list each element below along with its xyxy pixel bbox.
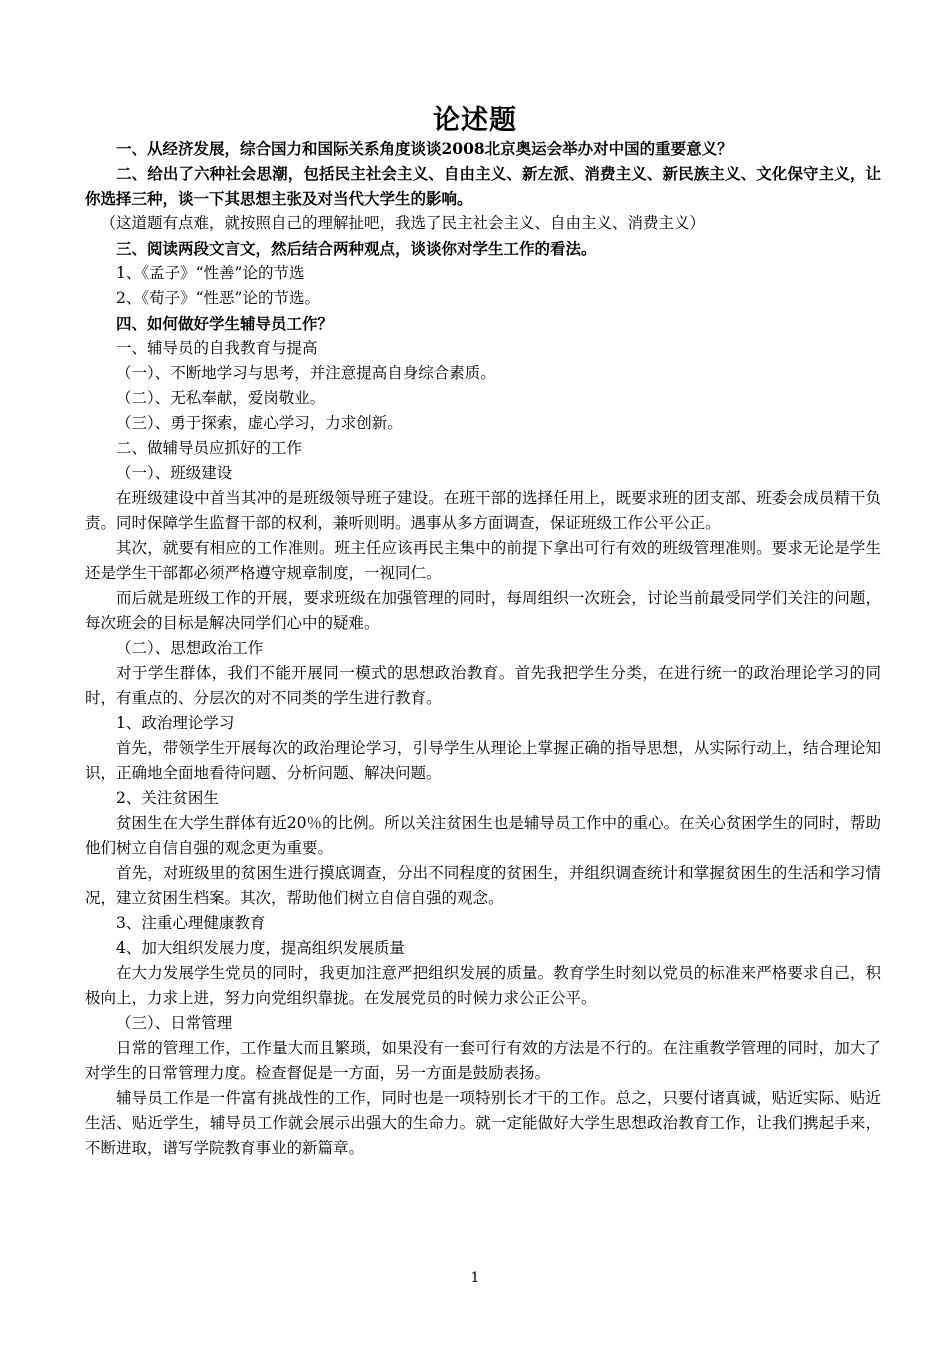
numbered-heading: 1、政治理论学习 — [116, 714, 235, 732]
question-3: 三、阅读两段文言文，然后结合两种观点，谈谈你对学生工作的看法。 — [116, 239, 597, 258]
question-1: 一、从经济发展，综合国力和国际关系角度谈谈2008北京奥运会举办对中国的重要意义？ — [116, 139, 733, 158]
document-body — [85, 136, 881, 1161]
subsection-heading: （二）、思想政治工作 — [116, 639, 264, 657]
section-heading: 一、辅导员的自我教育与提高 — [116, 339, 318, 357]
question-2-note: （这道题有点难，就按照自己的理解扯吧，我选了民主社会主义、自由主义、消费主义） — [100, 214, 706, 232]
body-paragraph: 首先，对班级里的贫困生进行摸底调查，分出不同程度的贫困生，并组织调查统计和掌握贫困生的生活和学习情况，建立贫困生档案。其次，帮助他们树立自信自强的观念。 — [85, 864, 881, 907]
subsection-heading: （三）、日常管理 — [116, 1014, 233, 1032]
body-paragraph: 日常的管理工作，工作量大而且繁琐，如果没有一套可行有效的方法是不行的。在注重教学管理的同时，加大了对学生的日常管理力度。检查督促是一方面，另一方面是鼓励表扬。 — [85, 1039, 881, 1082]
numbered-heading: 3、注重心理健康教育 — [116, 914, 266, 932]
subsection-item: （二）、无私奉献，爱岗敬业。 — [116, 389, 326, 407]
body-paragraph: 而后就是班级工作的开展，要求班级在加强管理的同时，每周组织一次班会，讨论当前最受同学们关注的问题，每次班会的目标是解决同学们心中的疑难。 — [85, 589, 881, 632]
body-paragraph: 其次，就要有相应的工作准则。班主任应该再民主集中的前提下拿出可行有效的班级管理准则。要求无论是学生还是学生干部都必须严格遵守规章制度，一视同仁。 — [85, 539, 881, 582]
numbered-heading: 4、加大组织发展力度，提高组织发展质量 — [116, 939, 405, 957]
page-number: 1 — [470, 1270, 480, 1286]
subsection-heading: （一）、班级建设 — [116, 464, 233, 482]
question-3-item-1: 1、《孟子》“性善”论的节选 — [116, 264, 305, 282]
question-3-item-2: 2、《荀子》“性恶”论的节选。 — [116, 289, 320, 307]
conclusion-paragraph: 辅导员工作是一件富有挑战性的工作，同时也是一项特别长才干的工作。总之，只要付诸真诚，贴近实际、贴近生活、贴近学生，辅导员工作就会展示出强大的生命力。就一定能做好大学生思想政治教育工作，让我们携起手来，不断进取，谱写学院教育事业的新篇章。 — [85, 1089, 881, 1157]
question-4: 四、如何做好学生辅导员工作？ — [116, 314, 334, 333]
body-paragraph: 在班级建设中首当其冲的是班级领导班子建设。在班干部的选择任用上，既要求班的团支部、班委会成员精干负责。同时保障学生监督干部的权利，兼听则明。遇事从多方面调查，保证班级工作公平公正。 — [85, 489, 881, 532]
numbered-heading: 2、关注贫困生 — [116, 789, 219, 807]
subsection-item: （一）、不断地学习与思考，并注意提高自身综合素质。 — [116, 364, 496, 382]
question-2: 二、给出了六种社会思潮，包括民主社会主义、自由主义、新左派、消费主义、新民族主义、文化保守主义，让你选择三种，谈一下其思想主张及对当代大学生的影响。 — [85, 164, 881, 208]
section-heading: 二、做辅导员应抓好的工作 — [116, 439, 303, 457]
body-paragraph: 对于学生群体，我们不能开展同一模式的思想政治教育。首先我把学生分类，在进行统一的政治理论学习的同时，有重点的、分层次的对不同类的学生进行教育。 — [85, 664, 881, 707]
page-title: 论述题 — [433, 105, 517, 136]
body-paragraph: 首先，带领学生开展每次的政治理论学习，引导学生从理论上掌握正确的指导思想，从实际行动上，结合理论知识，正确地全面地看待问题、分析问题、解决问题。 — [85, 739, 881, 782]
body-paragraph: 贫困生在大学生群体有近20％的比例。所以关注贫困生也是辅导员工作中的重心。在关心贫困学生的同时，帮助他们树立自信自强的观念更为重要。 — [85, 814, 881, 857]
body-paragraph: 在大力发展学生党员的同时，我更加注意严把组织发展的质量。教育学生时刻以党员的标准来严格要求自己，积极向上，力求上进，努力向党组织靠拢。在发展党员的时候力求公正公平。 — [85, 964, 881, 1007]
subsection-item: （三）、勇于探索，虚心学习，力求创新。 — [116, 414, 403, 432]
